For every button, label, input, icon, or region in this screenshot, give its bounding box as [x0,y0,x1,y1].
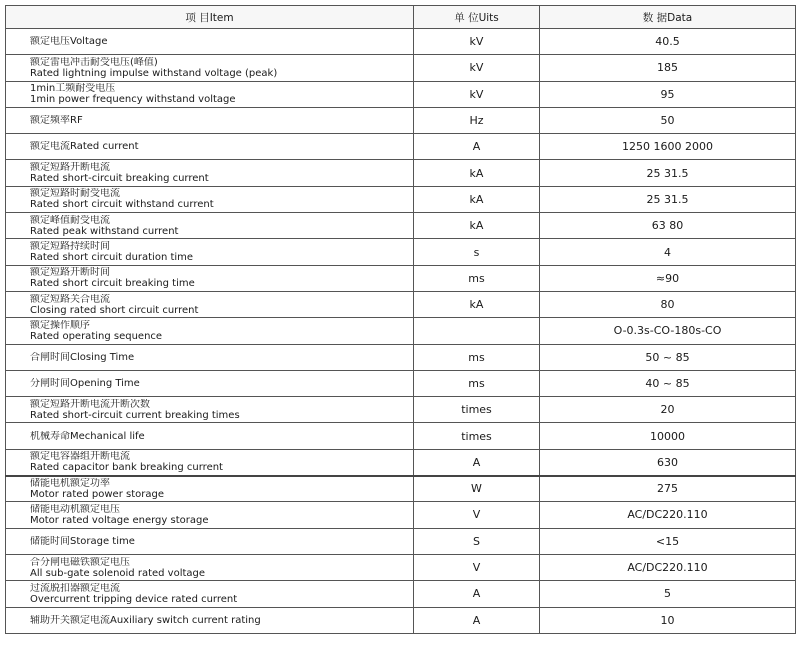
item-cell [6,265,414,291]
table-row [6,397,796,423]
item-label-english: Overcurrent tripping device rated current [30,593,238,605]
data-cell: 80 [540,291,796,317]
item-cell [6,344,414,370]
data-cell: 10 [540,607,796,633]
item-label: 额定频率RF [30,115,83,127]
item-cell [6,502,414,528]
data-cell: 10000 [540,423,796,449]
item-label: 额定电流Rated current [30,141,139,153]
item-label-english: Motor rated power storage [30,488,164,500]
data-cell: 4 [540,239,796,265]
table-row [6,55,796,81]
item-label: 额定短路开断时间 [30,267,110,279]
item-cell [6,318,414,344]
unit-cell: V [414,554,540,580]
item-label-english: Motor rated voltage energy storage [30,514,209,526]
table-row [6,449,796,475]
item-label: 额定短路持续时间 [30,241,110,253]
item-cell [6,29,414,55]
unit-cell: kA [414,291,540,317]
item-cell [6,423,414,449]
item-label: 额定短路时耐受电流 [30,188,120,200]
item-cell [6,55,414,81]
table-row [6,476,796,502]
item-label-english: 1min power frequency withstand voltage [30,94,236,106]
data-cell: 25 31.5 [540,186,796,212]
spec-table [5,5,796,634]
table-row [6,528,796,554]
table-row [6,554,796,580]
item-label-english: Closing rated short circuit current [30,304,199,316]
table-row [6,160,796,186]
data-cell: 5 [540,581,796,607]
item-label: 额定操作顺序 [30,319,90,331]
unit-cell: ms [414,344,540,370]
data-cell: 40 ~ 85 [540,370,796,396]
header-item: 项 目Item [6,6,414,29]
item-label: 合闸时间Closing Time [30,351,135,363]
item-label: 合分闸电磁铁额定电压 [30,556,130,568]
data-cell: 50 ~ 85 [540,344,796,370]
item-cell [6,528,414,554]
unit-cell: kV [414,29,540,55]
item-label-english: All sub-gate solenoid rated voltage [30,567,206,579]
table-header-row [6,6,796,29]
table-row [6,607,796,633]
item-label-english: Rated capacitor bank breaking current [30,462,223,474]
item-label-english: Rated peak withstand current [30,225,179,237]
data-cell: 50 [540,107,796,133]
header-data: 数 据Data [540,6,796,29]
item-label: 储能电动机额定电压 [30,503,120,515]
item-label: 额定峰值耐受电流 [30,214,110,226]
item-cell [6,581,414,607]
item-label-english: Rated short circuit breaking time [30,278,195,290]
item-label: 储能电机额定功率 [30,477,110,489]
data-cell: AC/DC220.110 [540,554,796,580]
item-label: 额定雷电冲击耐受电压(峰值) [30,56,158,68]
table-row [6,502,796,528]
data-cell: 40.5 [540,29,796,55]
unit-cell: times [414,397,540,423]
item-label-english: Rated short-circuit current breaking times [30,409,240,421]
item-label: 额定短路关合电流 [30,293,110,305]
table-row [6,81,796,107]
unit-cell: V [414,502,540,528]
item-cell [6,449,414,475]
unit-cell: kV [414,55,540,81]
item-label: 储能时间Storage time [30,535,135,547]
table-row [6,186,796,212]
table-row [6,134,796,160]
item-cell [6,607,414,633]
item-label-english: Rated short circuit withstand current [30,199,214,211]
data-cell: 63 80 [540,213,796,239]
item-label-english: Rated operating sequence [30,330,163,342]
item-label: 过流脱扣器额定电流 [30,582,120,594]
unit-cell: kA [414,186,540,212]
unit-cell: S [414,528,540,554]
unit-cell: A [414,607,540,633]
item-cell [6,213,414,239]
unit-cell: kA [414,160,540,186]
item-label: 额定短路开断电流开断次数 [30,398,150,410]
data-cell: 275 [540,476,796,502]
item-cell [6,554,414,580]
unit-cell: kA [414,213,540,239]
data-cell: O-0.3s-CO-180s-CO [540,318,796,344]
data-cell: 1250 1600 2000 [540,134,796,160]
item-cell [6,476,414,502]
data-cell: <15 [540,528,796,554]
unit-cell: Hz [414,107,540,133]
data-cell: 630 [540,449,796,475]
table-row [6,239,796,265]
data-cell: 25 31.5 [540,160,796,186]
item-cell [6,291,414,317]
unit-cell: kV [414,81,540,107]
item-label-english: Rated short circuit duration time [30,252,194,264]
table-row [6,370,796,396]
data-cell: ≈90 [540,265,796,291]
table-row [6,291,796,317]
table-row [6,265,796,291]
unit-cell [414,318,540,344]
item-cell [6,239,414,265]
item-label-english: Rated lightning impulse withstand voltage (peak) [30,67,278,79]
unit-cell: ms [414,265,540,291]
item-cell [6,81,414,107]
item-label: 1min工频耐受电压 [30,83,116,95]
data-cell: 95 [540,81,796,107]
table-row [6,581,796,607]
unit-cell: W [414,476,540,502]
item-label-english: Rated short-circuit breaking current [30,173,209,185]
table-row [6,344,796,370]
item-cell [6,370,414,396]
unit-cell: A [414,449,540,475]
item-label: 机械寿命Mechanical life [30,430,145,442]
item-cell [6,107,414,133]
item-label: 分闸时间Opening Time [30,378,140,389]
data-cell: 185 [540,55,796,81]
item-label: 辅助开关额定电流Auxiliary switch current rating [30,614,261,626]
table-row [6,423,796,449]
table-body [6,29,796,634]
item-label: 额定短路开断电流 [30,162,110,174]
unit-cell: s [414,239,540,265]
item-cell [6,186,414,212]
header-unit: 单 位Uits [414,6,540,29]
data-cell: AC/DC220.110 [540,502,796,528]
unit-cell: times [414,423,540,449]
unit-cell: ms [414,370,540,396]
item-cell [6,160,414,186]
data-cell: 20 [540,397,796,423]
table-row [6,213,796,239]
item-label: 额定电压Voltage [30,36,108,48]
table-row [6,107,796,133]
unit-cell: A [414,134,540,160]
table-row [6,29,796,55]
table-row [6,318,796,344]
item-cell [6,397,414,423]
item-cell [6,134,414,160]
item-label: 额定电容器组开断电流 [30,451,130,463]
unit-cell: A [414,581,540,607]
